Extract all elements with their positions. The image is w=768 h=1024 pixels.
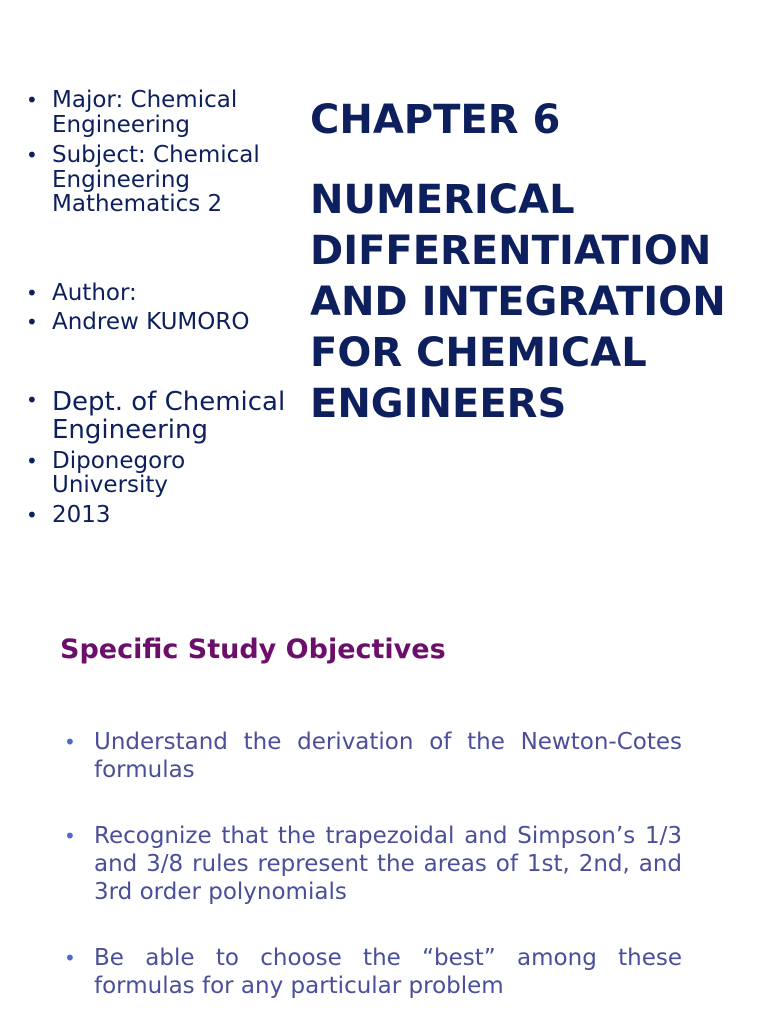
info-item-author-label bbox=[26, 281, 296, 306]
bullet-icon: • bbox=[64, 730, 76, 754]
objective-item bbox=[62, 822, 682, 906]
chapter-label: CHAPTER 6 bbox=[310, 97, 561, 143]
info-text: Major: Chemical Engineering bbox=[52, 87, 238, 138]
info-text: Subject: Chemical Engineering Mathematics 2 bbox=[52, 142, 260, 217]
info-item-year bbox=[26, 503, 296, 528]
bullet-icon: • bbox=[26, 387, 38, 412]
info-text: Dept. of Chemical Engineering bbox=[52, 386, 286, 445]
bullet-icon: • bbox=[64, 946, 76, 970]
info-item-dept bbox=[26, 388, 296, 445]
info-item-major bbox=[26, 88, 296, 137]
info-list bbox=[26, 88, 296, 527]
objective-text: Be able to choose the “best” among these formulas for any particular problem bbox=[94, 945, 682, 999]
chapter-block bbox=[310, 96, 765, 144]
info-item-subject bbox=[26, 143, 296, 217]
bullet-icon: • bbox=[26, 502, 38, 527]
objectives-heading: Specific Study Objectives bbox=[60, 634, 446, 665]
bullet-icon: • bbox=[26, 143, 38, 167]
info-text: 2013 bbox=[52, 501, 111, 528]
page-title: NUMERICAL DIFFERENTIATION AND INTEGRATION FOR CHEMICAL ENGINEERS bbox=[310, 177, 726, 427]
bullet-icon: • bbox=[26, 88, 38, 112]
bullet-icon: • bbox=[26, 280, 38, 305]
objective-item bbox=[62, 944, 682, 1000]
info-text: Author: bbox=[52, 279, 137, 306]
info-item-author-name bbox=[26, 310, 296, 335]
bullet-icon: • bbox=[26, 310, 38, 334]
objective-text: Recognize that the trapezoidal and Simpson’s 1/3 and 3/8 rules represent the areas of 1st, 2nd, and 3rd order polynomials bbox=[94, 823, 682, 905]
bullet-icon: • bbox=[64, 824, 76, 848]
info-text: Andrew KUMORO bbox=[52, 309, 250, 335]
objective-item bbox=[62, 728, 682, 784]
info-text: Diponegoro University bbox=[52, 447, 186, 498]
info-item-university bbox=[26, 449, 296, 498]
objective-text: Understand the derivation of the Newton-Cotes formulas bbox=[94, 729, 682, 783]
bullet-icon: • bbox=[26, 448, 38, 473]
objectives-list bbox=[62, 728, 682, 1000]
